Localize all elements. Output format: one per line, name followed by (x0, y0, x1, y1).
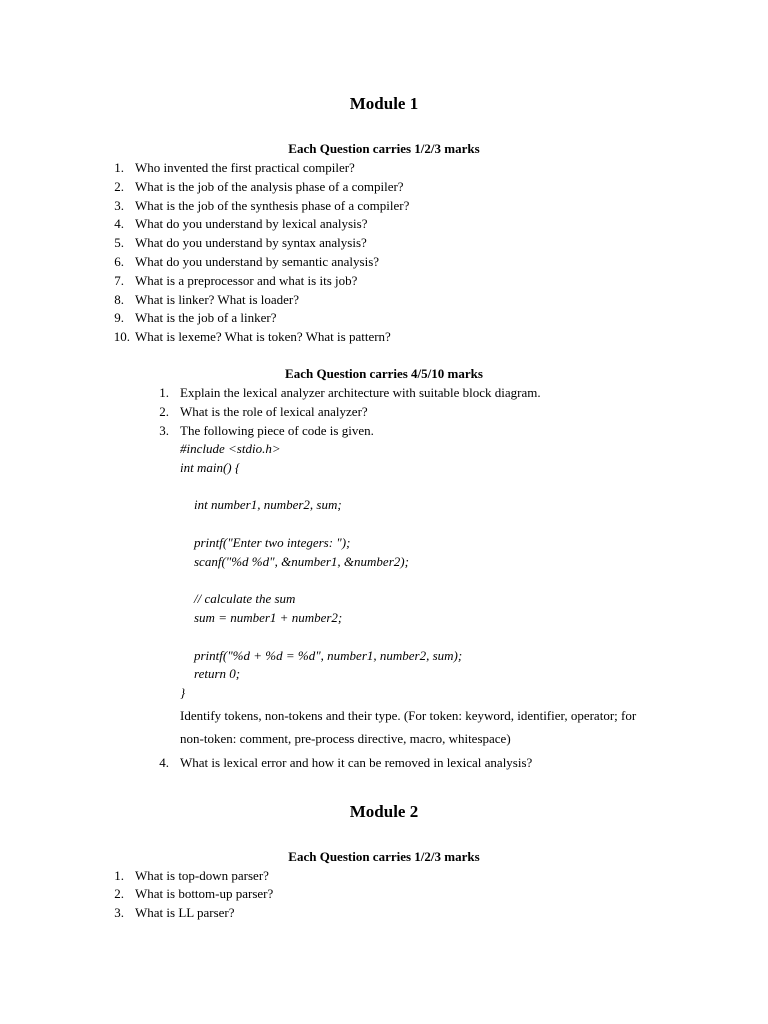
code-line: #include <stdio.h> (180, 441, 281, 456)
item-number: 7. (114, 273, 124, 288)
item-number: 1. (114, 868, 124, 883)
item-number: 2. (114, 886, 124, 901)
question-text: What is the job of the synthesis phase of a compiler? (135, 198, 410, 213)
item-number: 4. (114, 216, 124, 231)
item-number: 3. (114, 198, 124, 213)
m1-section2-heading: Each Question carries 4/5/10 marks (285, 366, 483, 381)
code-line: scanf("%d %d", &number1, &number2); (194, 554, 409, 569)
item-number: 4. (159, 755, 169, 770)
item-number: 6. (114, 254, 124, 269)
identify-text-line2: non-token: comment, pre-process directive, macro, whitespace) (180, 731, 511, 746)
code-line: } (180, 685, 186, 700)
question-text: What is LL parser? (135, 905, 235, 920)
code-line: return 0; (194, 666, 241, 681)
question-text: What is the job of a linker? (135, 310, 277, 325)
m2-section1-heading: Each Question carries 1/2/3 marks (288, 849, 480, 864)
question-text: What is the role of lexical analyzer? (180, 404, 368, 419)
question-text: What is the job of the analysis phase of a compiler? (135, 179, 404, 194)
item-number: 2. (159, 404, 169, 419)
question-text: What is lexeme? What is token? What is pattern? (135, 329, 391, 344)
question-text: What do you understand by semantic analysis? (135, 254, 380, 269)
item-number: 10. (113, 329, 130, 344)
item-number: 1. (114, 160, 124, 175)
item-number: 8. (114, 292, 124, 307)
code-line: int main() { (180, 460, 241, 475)
question-text: The following piece of code is given. (180, 423, 374, 438)
question-text: What is a preprocessor and what is its job? (135, 273, 358, 288)
item-number: 2. (114, 179, 124, 194)
module-1-title: Module 1 (349, 94, 419, 113)
m1-section1-heading: Each Question carries 1/2/3 marks (288, 141, 480, 156)
item-number: 1. (159, 385, 169, 400)
question-text: What is linker? What is loader? (135, 292, 300, 307)
question-text: What is lexical error and how it can be removed in lexical analysis? (180, 755, 533, 770)
code-line: printf("Enter two integers: "); (194, 535, 351, 550)
question-text: What is bottom-up parser? (135, 886, 274, 901)
question-text: What is top-down parser? (135, 868, 269, 883)
question-text: What do you understand by lexical analysis? (135, 216, 368, 231)
identify-text-line1: Identify tokens, non-tokens and their type. (For token: keyword, identifier, operator; for (180, 708, 637, 723)
code-line: printf("%d + %d = %d", number1, number2, sum); (194, 648, 463, 663)
code-line: sum = number1 + number2; (194, 610, 343, 625)
question-text: What do you understand by syntax analysis? (135, 235, 367, 250)
module-2-title: Module 2 (349, 802, 419, 821)
item-number: 3. (159, 423, 169, 438)
question-text: Who invented the first practical compiler? (135, 160, 355, 175)
code-line: // calculate the sum (194, 591, 296, 606)
code-line: int number1, number2, sum; (194, 497, 342, 512)
item-number: 3. (114, 905, 124, 920)
question-text: Explain the lexical analyzer architecture with suitable block diagram. (180, 385, 541, 400)
item-number: 9. (114, 310, 124, 325)
item-number: 5. (114, 235, 124, 250)
